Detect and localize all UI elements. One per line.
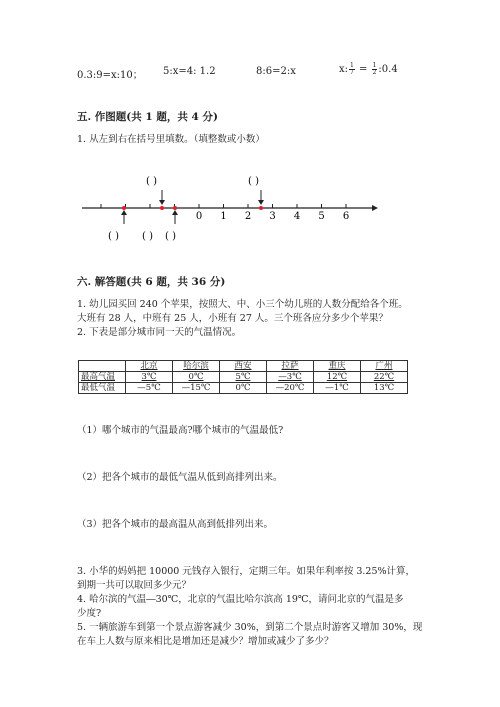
number-line-paren-bottom-1: ( ) xyxy=(108,231,119,242)
number-line-tick-label: 3 xyxy=(269,211,276,222)
number-line-axis xyxy=(82,205,378,211)
question-1-line-2: 大班有 28 人，中班有 25 人，小班有 27 人。三个班各应分多少个苹果？ xyxy=(77,313,388,324)
table-header-city: 重庆 xyxy=(314,361,361,372)
table-cell: —3℃ xyxy=(267,372,314,383)
number-line-point-3 xyxy=(173,206,177,210)
number-line-diagram xyxy=(70,168,390,248)
temperature-table xyxy=(78,360,408,394)
table-row xyxy=(79,372,408,383)
section-6-title: 六. 解答题(共 6 题，共 36 分) xyxy=(77,276,226,288)
sub-question-2: （2）把各个城市的最低气温从低到高排列出来。 xyxy=(77,472,283,483)
table-header-city: 哈尔滨 xyxy=(173,361,220,372)
number-line-point-4 xyxy=(259,206,263,210)
sub-question-3: （3）把各个城市的最高温从高到低排列出来。 xyxy=(77,519,274,530)
arrow-top-1 xyxy=(159,190,165,205)
number-line-tick-labels xyxy=(196,211,349,222)
table-cell: —15℃ xyxy=(173,383,220,394)
table-header-city: 拉萨 xyxy=(267,361,314,372)
table-cell: —1℃ xyxy=(314,383,361,394)
question-5-line-2: 在车上人数与原来相比是增加还是减少？增加或减少了多少？ xyxy=(77,636,334,647)
number-line-tick-label: 1 xyxy=(220,211,227,222)
table-cell: —20℃ xyxy=(267,383,314,394)
question-4-line-2: 少度? xyxy=(77,608,102,619)
number-line-paren-bottom-3: ( ) xyxy=(165,231,176,242)
equation-2: 5:x=4: 1.2 xyxy=(163,66,216,77)
equation-4-suffix: :0.4 xyxy=(378,64,398,75)
number-line-paren-top-2: ( ) xyxy=(248,176,259,187)
sub-question-1: （1）哪个城市的气温最高?哪个城市的气温最低? xyxy=(77,425,284,436)
number-line-tick-label: 5 xyxy=(318,211,325,222)
table-cell: 5℃ xyxy=(220,372,267,383)
equation-3: 8:6=2:x xyxy=(256,66,296,77)
section-5-title: 五. 作图题(共 1 题，共 4 分) xyxy=(77,111,218,123)
equation-4-equals: = xyxy=(355,64,371,75)
question-2: 2. 下表是部分城市同一天的气温情况。 xyxy=(77,327,242,338)
arrow-bottom-1 xyxy=(121,210,127,224)
arrow-top-2 xyxy=(258,190,264,205)
table-corner-cell xyxy=(79,361,126,372)
section-5-question-1: 1. 从左到右在括号里填数。（填整数或小数） xyxy=(77,134,265,145)
table-cell: 0℃ xyxy=(173,372,220,383)
equation-4-fraction-1: $\frac{1}{7}$ xyxy=(350,62,354,76)
table-row xyxy=(79,383,408,394)
table-cell: 12℃ xyxy=(314,372,361,383)
equation-4-fraction-2: $\frac{1}{2}$ xyxy=(372,62,377,76)
number-line-point-1 xyxy=(122,206,126,210)
number-line-tick-label: 2 xyxy=(244,211,252,222)
equation-1: 0.3:9=x:10； xyxy=(77,70,143,81)
table-header-city: 西安 xyxy=(220,361,267,372)
table-cell: 3℃ xyxy=(126,372,173,383)
table-cell: 13℃ xyxy=(361,383,408,394)
number-line-paren-top-1: ( ) xyxy=(146,176,157,187)
number-line-point-2 xyxy=(160,206,164,210)
equation-4 xyxy=(339,63,398,76)
table-header-city: 广州 xyxy=(361,361,408,372)
equation-4-prefix: x: xyxy=(339,64,349,75)
number-line-tick-label: 4 xyxy=(293,211,301,222)
number-line-ticks xyxy=(101,204,346,208)
table-cell: 0℃ xyxy=(220,383,267,394)
table-row-label: 最低气温 xyxy=(79,383,126,394)
question-3-line-1: 3. 小华的妈妈把 10000 元钱存入银行，定期三年。如果年利率按 3.25%计算， xyxy=(77,566,416,577)
number-line-paren-bottom-2: ( ) xyxy=(142,231,153,242)
table-cell: —5℃ xyxy=(126,383,173,394)
table-header-city: 北京 xyxy=(126,361,173,372)
number-line-tick-label: 6 xyxy=(342,211,350,222)
table-header-row xyxy=(79,361,408,372)
arrow-bottom-2 xyxy=(172,210,178,224)
table-row-label: 最高气温 xyxy=(79,372,126,383)
question-5-line-1: 5. 一辆旅游车到第一个景点游客减少 30%，到第二个景点时游客又增加 30%，现 xyxy=(77,622,423,633)
question-3-line-2: 到期一共可以取回多少元？ xyxy=(77,580,192,591)
table-cell: 22℃ xyxy=(361,372,408,383)
number-line-tick-label: 0 xyxy=(195,211,203,222)
question-1-line-1: 1. 幼儿园买回 240 个苹果，按照大、中、小三个幼儿班的人数分配给各个班。 xyxy=(77,299,408,310)
question-4-line-1: 4. 哈尔滨的气温―30℃，北京的气温比哈尔滨高 19℃，请问北京的气温是多 xyxy=(77,594,404,605)
